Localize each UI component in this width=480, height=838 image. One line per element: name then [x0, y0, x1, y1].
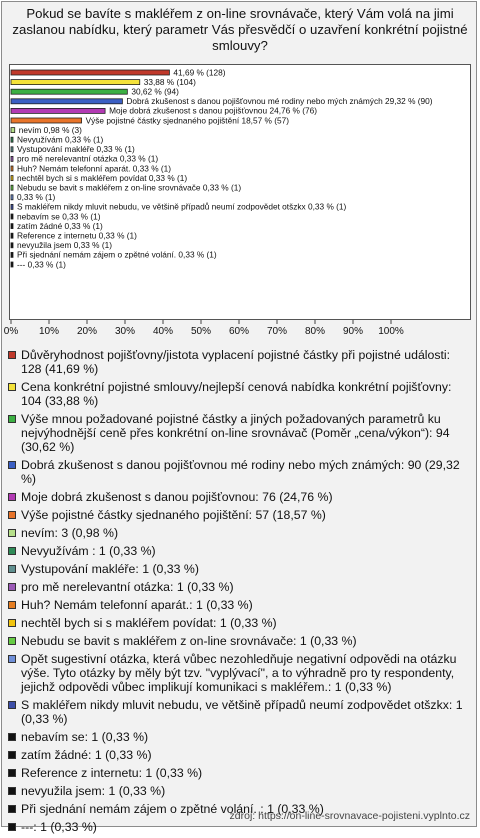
legend-swatch — [8, 565, 16, 573]
bar — [11, 185, 13, 190]
legend-label: zatím žádné: 1 (0,33 %) — [21, 748, 152, 762]
legend-swatch — [8, 701, 16, 709]
bar — [11, 243, 13, 248]
legend-swatch — [8, 637, 16, 645]
bar — [11, 99, 122, 104]
legend-swatch — [8, 493, 16, 501]
bar-value-label: pro mě nerelevantní otázka 0,33 % (1) — [17, 153, 159, 164]
bar — [11, 118, 82, 123]
legend-item — [8, 820, 470, 834]
legend-swatch — [8, 583, 16, 591]
legend-item — [8, 730, 470, 744]
legend-item — [8, 766, 470, 780]
legend-label: pro mě nerelevantní otázka: 1 (0,33 %) — [21, 580, 234, 594]
bar-value-label: 0,33 % (1) — [17, 192, 56, 203]
bar-value-label: nechtěl bych si s makléřem povídat 0,33 % (1) — [17, 172, 188, 183]
legend-label: Při sjednání nemám zájem o zpětné volání. : 1 (0,33 %) — [21, 802, 324, 816]
bar — [11, 137, 13, 142]
legend-swatch — [8, 787, 16, 795]
legend-label: ---: 1 (0,33 %) — [21, 820, 97, 834]
legend-label: S makléřem nikdy mluvit nebudu, ve většině případů neumí zodpovědet otšzkx: 1 (0,33 %) — [21, 698, 463, 726]
legend-swatch — [8, 415, 16, 423]
bar-value-label: Dobrá zkušenost s danou pojišťovnou mé rodiny nebo mých známých 29,32 % (90) — [126, 96, 433, 107]
legend-item — [8, 508, 470, 522]
bar — [11, 214, 13, 219]
bar — [11, 128, 15, 133]
x-tick-label: 30% — [114, 326, 136, 337]
bar-value-label: Při sjednání nemám zájem o zpětné volání. 0,33 % (1) — [17, 249, 217, 260]
bar-value-label: Reference z internetu 0,33 % (1) — [17, 230, 137, 241]
legend-swatch — [8, 511, 16, 519]
bar-value-label: nevím 0,98 % (3) — [18, 124, 82, 135]
legend-swatch — [8, 733, 16, 741]
bar-value-label: Huh? Nemám telefonní aparát. 0,33 % (1) — [17, 163, 172, 174]
legend-item — [8, 598, 470, 612]
x-tick-label: 50% — [190, 326, 212, 337]
x-tick-label: 70% — [266, 326, 288, 337]
legend-item — [8, 580, 470, 594]
bar-value-label: --- 0,33 % (1) — [17, 259, 66, 270]
bar — [11, 195, 13, 200]
legend-item — [8, 458, 470, 486]
bar-value-label: nebavím se 0,33 % (1) — [17, 211, 101, 222]
legend-item — [8, 544, 470, 558]
bar — [11, 224, 13, 229]
legend-label: Moje dobrá zkušenost s danou pojišťovnou: 76 (24,76 %) — [21, 490, 333, 504]
legend-item — [8, 698, 470, 726]
legend-item — [8, 562, 470, 576]
x-tick-label: 100% — [378, 326, 404, 337]
legend-label: Nebudu se bavit s makléřem z on-line srovnávače: 1 (0,33 %) — [21, 634, 357, 648]
bar — [11, 176, 13, 181]
legend-item — [8, 616, 470, 630]
bar — [11, 262, 13, 267]
legend-swatch — [8, 529, 16, 537]
x-tick-label: 40% — [152, 326, 174, 337]
bar-value-label: Nevyužívám 0,33 % (1) — [17, 134, 104, 145]
bar-value-label: nevyužila jsem 0,33 % (1) — [17, 240, 112, 251]
bar-value-label: 33,88 % (104) — [143, 76, 196, 87]
legend-label: Důvěryhodnost pojišťovny/jistota vyplacení pojistné částky při pojistné události: 128 (41,69 %) — [21, 348, 451, 376]
bar-value-label: 30,62 % (94) — [131, 86, 179, 97]
legend-item — [8, 784, 470, 798]
legend-item — [8, 748, 470, 762]
bar — [11, 252, 13, 257]
legend-swatch — [8, 619, 16, 627]
legend-label: nevyužila jsem: 1 (0,33 %) — [21, 784, 166, 798]
bar-value-label: S makléřem nikdy mluvit nebudu, ve většině případů neumí zodpovědet otšzkx 0,33 % (1) — [17, 201, 347, 212]
bar — [11, 80, 140, 85]
legend-label: Cena konkrétní pojistné smlouvy/nejlepší cenová nabídka konkrétní pojišťovny: 104 (33,88 %) — [21, 380, 452, 408]
legend-label: Nevyužívám : 1 (0,33 %) — [21, 544, 156, 558]
legend-label: nevím: 3 (0,98 %) — [21, 526, 119, 540]
bar-value-label: Nebudu se bavit s makléřem z on-line srovnávače 0,33 % (1) — [17, 182, 242, 193]
legend-swatch — [8, 601, 16, 609]
legend — [8, 348, 470, 838]
bar — [11, 233, 13, 238]
legend-label: Dobrá zkušenost s danou pojišťovnou mé rodiny nebo mých známých: 90 (29,32 %) — [21, 458, 460, 486]
legend-item — [8, 412, 470, 454]
bar-chart — [3, 64, 474, 344]
x-tick-label: 80% — [304, 326, 326, 337]
bar — [11, 70, 169, 75]
legend-item — [8, 526, 470, 540]
bar — [11, 147, 13, 152]
legend-swatch — [8, 751, 16, 759]
legend-label: Reference z internetu: 1 (0,33 %) — [21, 766, 203, 780]
legend-swatch — [8, 351, 16, 359]
legend-swatch — [8, 769, 16, 777]
legend-item — [8, 348, 470, 376]
bar — [11, 204, 13, 209]
x-tick-label: 20% — [76, 326, 98, 337]
bar — [11, 156, 13, 161]
legend-item — [8, 490, 470, 504]
legend-label: nebavím se: 1 (0,33 %) — [21, 730, 149, 744]
legend-swatch — [8, 383, 16, 391]
legend-label: Výše mnou požadované pojistné částky a jiných požadovaných parametrů ku nejvýhodnější ceně přes konkrétní on-line srovnávač (Poměr „cena/výkon“): 94 (30,62 %) — [21, 412, 450, 454]
bar-value-label: zatím žádné 0,33 % (1) — [17, 220, 103, 231]
bar-value-label: Vystupování makléře 0,33 % (1) — [17, 144, 135, 155]
legend-label: Huh? Nemám telefonní aparát.: 1 (0,33 %) — [21, 598, 253, 612]
source-note: zdroj: https://on-line-srovnavace-pojisteni.vyplnto.cz — [229, 810, 470, 822]
legend-swatch — [8, 655, 16, 663]
legend-label: nechtěl bych si s makléřem povídat: 1 (0,33 %) — [21, 616, 277, 630]
x-tick-label: 10% — [38, 326, 60, 337]
legend-item — [8, 380, 470, 408]
bar — [11, 108, 105, 113]
legend-swatch — [8, 461, 16, 469]
legend-swatch — [8, 823, 16, 831]
chart-title: Pokud se bavíte s makléřem z on-line srovnávače, který Vám volá na jimi zaslanou nabídku, který parametr Vás přesvědčí o uzavření konkrétní pojistné smlouvy? — [12, 6, 468, 53]
x-tick-label: 0% — [3, 326, 19, 337]
bar-value-label: 41,69 % (128) — [173, 67, 226, 78]
legend-swatch — [8, 547, 16, 555]
bar-value-label: Výše pojistné částky sjednaného pojištění 18,57 % (57) — [85, 115, 289, 126]
bar — [11, 166, 13, 171]
legend-label: Vystupování makléře: 1 (0,33 %) — [21, 562, 199, 576]
x-tick-label: 60% — [228, 326, 250, 337]
legend-item — [8, 634, 470, 648]
bar — [11, 89, 127, 94]
legend-swatch — [8, 805, 16, 813]
x-tick-label: 90% — [342, 326, 364, 337]
bar-value-label: Moje dobrá zkušenost s danou pojišťovnou 24,76 % (76) — [109, 105, 317, 116]
legend-item — [8, 652, 470, 694]
legend-label: Výše pojistné částky sjednaného pojištění: 57 (18,57 %) — [21, 508, 326, 522]
legend-label: Opět sugestivní otázka, která vůbec nezohledňuje negativní odpovědi na otázku výše. Tyto otázky by měly být tzv. "vyplývací", a to výhradně pro ty respondenty, jejichž odpovědi vůbec implikují komunikaci s makléřem.: 1 (0,33 %) — [21, 652, 457, 694]
